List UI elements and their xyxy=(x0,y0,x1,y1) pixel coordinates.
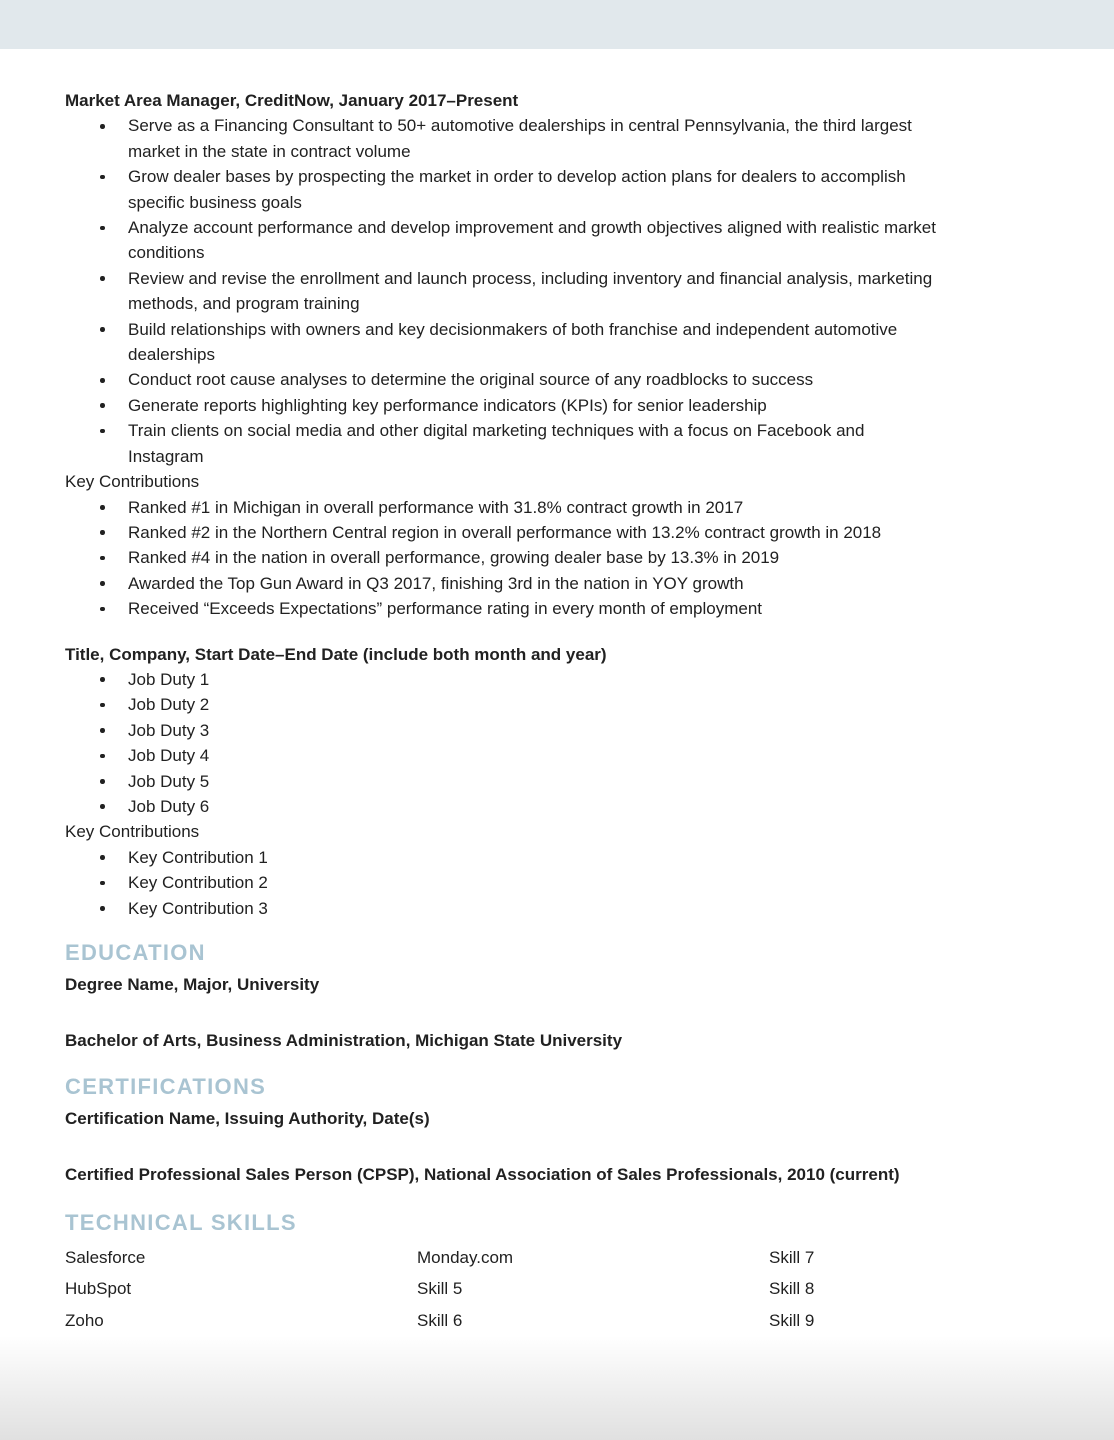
key-contributions-label: Key Contributions xyxy=(65,822,200,842)
skill-item: Monday.com xyxy=(417,1247,514,1267)
job-duty-item: Job Duty 4 xyxy=(128,743,940,768)
job-duties-list xyxy=(65,113,1044,469)
education-section xyxy=(65,938,1044,1054)
skill-item: Skill 7 xyxy=(769,1247,815,1267)
job-duties-list xyxy=(65,667,1044,819)
job-duty-item: Analyze account performance and develop improvement and growth objectives aligned with realistic market conditions xyxy=(128,215,940,266)
skill-item: Skill 6 xyxy=(417,1310,463,1330)
skill-item: Skill 9 xyxy=(769,1310,815,1330)
key-contributions-list xyxy=(65,495,1044,622)
job-duty-item: Conduct root cause analyses to determine the original source of any roadblocks to success xyxy=(128,367,940,392)
experience-entry-current xyxy=(65,88,1044,622)
education-heading: EDUCATION xyxy=(65,940,206,965)
key-contributions-label: Key Contributions xyxy=(65,472,200,492)
job-heading: Title, Company, Start Date–End Date (include both month and year) xyxy=(65,644,607,664)
technical-skills-heading: TECHNICAL SKILLS xyxy=(65,1209,297,1235)
key-contribution-item: Key Contribution 2 xyxy=(128,870,940,895)
certifications-heading: CERTIFICATIONS xyxy=(65,1073,267,1099)
key-contribution-item: Ranked #2 in the Northern Central region in overall performance with 13.2% contract growth in 2018 xyxy=(128,520,940,545)
key-contribution-item: Key Contribution 1 xyxy=(128,845,940,870)
skills-column-1 xyxy=(65,1242,417,1337)
certification-entry: Certified Professional Sales Person (CPSP), National Association of Sales Professionals, 2010 (current) xyxy=(65,1165,900,1185)
skill-item: Salesforce xyxy=(65,1247,146,1267)
job-duty-item: Grow dealer bases by prospecting the market in order to develop action plans for dealers to accomplish specific business goals xyxy=(128,164,940,215)
key-contribution-item: Received “Exceeds Expectations” performance rating in every month of employment xyxy=(128,596,940,621)
skills-column-3 xyxy=(769,1242,1044,1337)
education-template-line: Degree Name, Major, University xyxy=(65,975,320,994)
job-duty-item: Job Duty 6 xyxy=(128,794,940,819)
job-duty-item: Generate reports highlighting key performance indicators (KPIs) for senior leadership xyxy=(128,393,940,418)
job-duty-item: Job Duty 1 xyxy=(128,667,940,692)
education-entry: Bachelor of Arts, Business Administration, Michigan State University xyxy=(65,1031,623,1051)
job-heading: Market Area Manager, CreditNow, January 2017–Present xyxy=(65,91,519,110)
skill-item: Zoho xyxy=(65,1310,104,1330)
key-contribution-item: Awarded the Top Gun Award in Q3 2017, finishing 3rd in the nation in YOY growth xyxy=(128,571,940,596)
job-duty-item: Job Duty 2 xyxy=(128,692,940,717)
experience-entry-template xyxy=(65,642,1044,921)
job-duty-item: Serve as a Financing Consultant to 50+ automotive dealerships in central Pennsylvania, the third largest market in the state in contract volume xyxy=(128,113,940,164)
job-duty-item: Build relationships with owners and key decisionmakers of both franchise and independent automotive dealerships xyxy=(128,317,940,368)
job-duty-item: Review and revise the enrollment and launch process, including inventory and financial analysis, marketing methods, and program training xyxy=(128,266,940,317)
key-contribution-item: Ranked #4 in the nation in overall performance, growing dealer base by 13.3% in 2019 xyxy=(128,545,940,570)
key-contribution-item: Key Contribution 3 xyxy=(128,896,940,921)
job-duty-item: Job Duty 5 xyxy=(128,769,940,794)
key-contribution-item: Ranked #1 in Michigan in overall performance with 31.8% contract growth in 2017 xyxy=(128,495,940,520)
resume-page xyxy=(0,49,1114,1336)
certification-template-line: Certification Name, Issuing Authority, Date(s) xyxy=(65,1108,430,1128)
skills-column-2 xyxy=(417,1242,769,1337)
skill-item: Skill 5 xyxy=(417,1279,463,1299)
bottom-shadow-gradient xyxy=(0,1335,1114,1440)
key-contributions-list xyxy=(65,845,1044,921)
page-gap-band xyxy=(0,0,1114,49)
job-duty-item: Job Duty 3 xyxy=(128,718,940,743)
job-duty-item: Train clients on social media and other digital marketing techniques with a focus on Facebook and Instagram xyxy=(128,418,940,469)
skills-grid xyxy=(65,1242,1044,1337)
certifications-section xyxy=(65,1072,1044,1188)
skill-item: HubSpot xyxy=(65,1279,132,1299)
skill-item: Skill 8 xyxy=(769,1279,815,1299)
technical-skills-section xyxy=(65,1208,1044,1337)
